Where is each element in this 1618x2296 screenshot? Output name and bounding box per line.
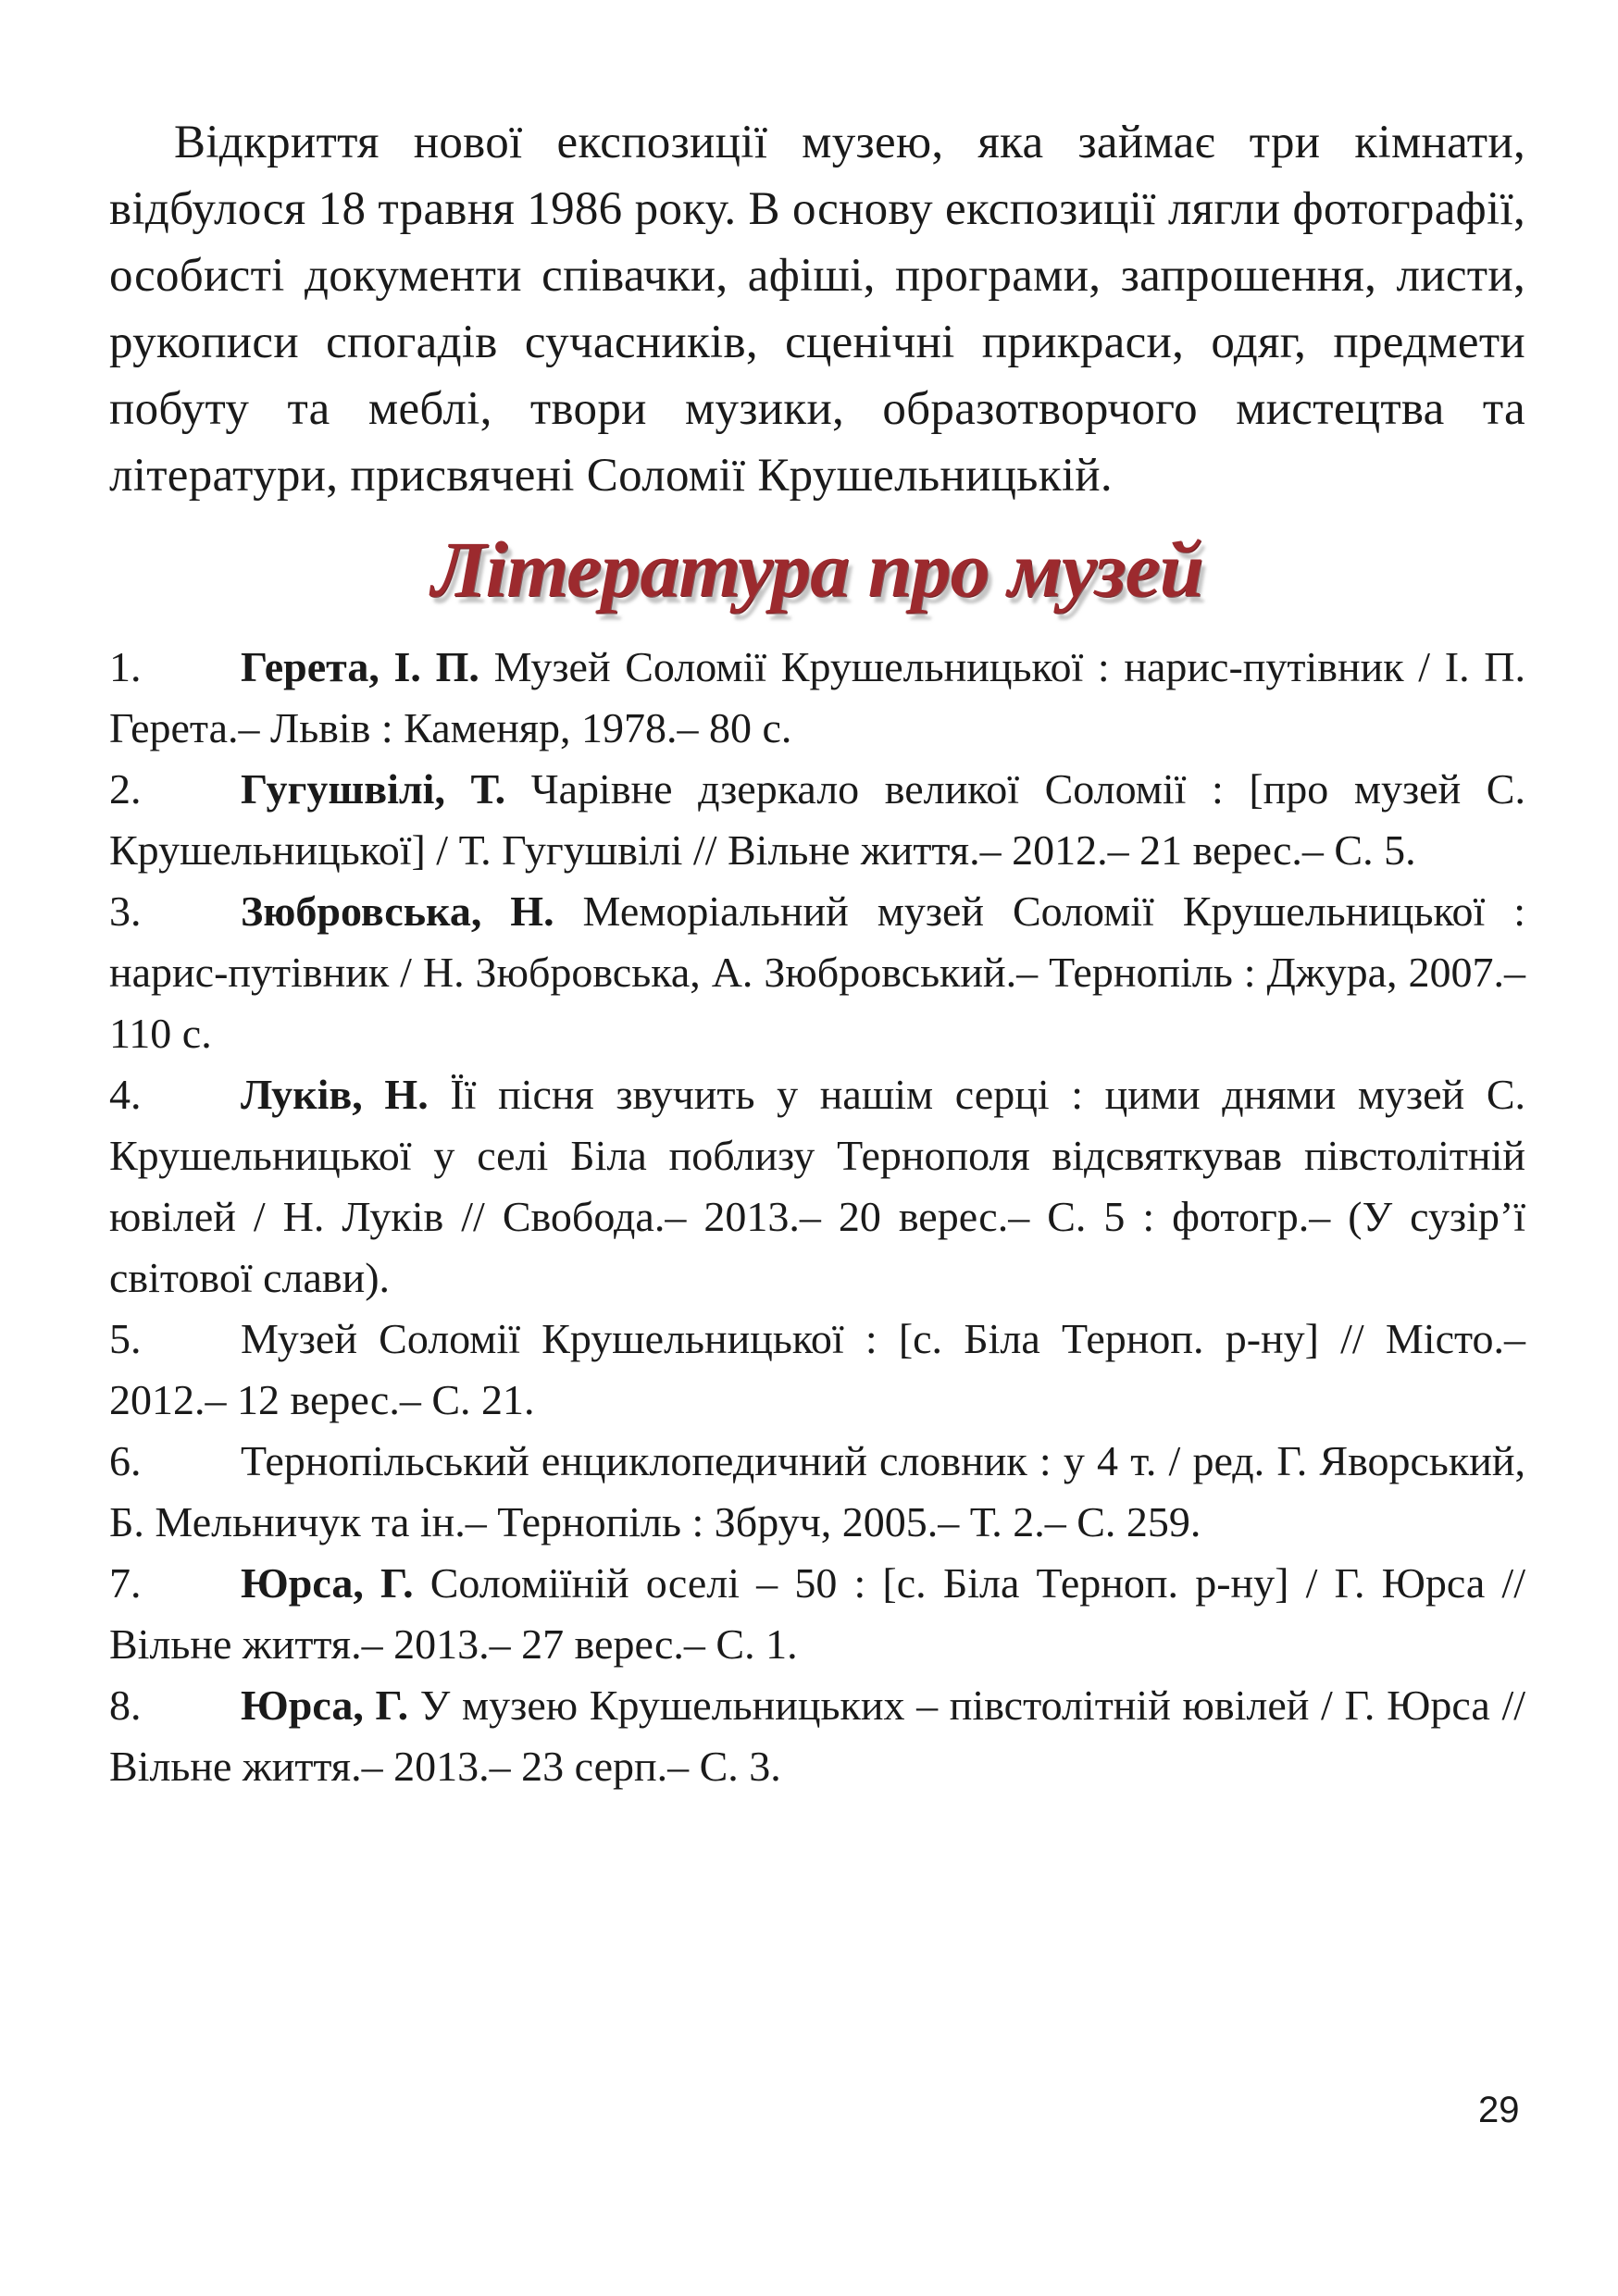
reference-number: 6.	[109, 1437, 142, 1484]
reference-item	[109, 1553, 1525, 1675]
reference-number: 3.	[109, 887, 142, 935]
reference-author: Герета, І. П.	[241, 643, 479, 690]
reference-text: Музей Соломії Крушельницької : [с. Біла Терноп. р-ну] // Місто.– 2012.– 12 верес.– С. 21.	[109, 1315, 1525, 1423]
reference-item	[109, 881, 1525, 1064]
reference-item	[109, 1064, 1525, 1309]
reference-text: Соломіїній оселі – 50 : [с. Біла Терноп. р-ну] / Г. Юрса // Вільне життя.– 2013.– 27 верес.– С. 1.	[109, 1559, 1525, 1668]
reference-author: Луків, Н.	[241, 1071, 429, 1118]
reference-author: Юрса, Г.	[241, 1682, 409, 1729]
section-heading: Література про музей	[431, 525, 1203, 614]
reference-item	[109, 637, 1525, 759]
intro-paragraph: Відкриття нової експозиції музею, яка займає три кімнати, відбулося 18 травня 1986 року. В основу експозиції лягли фотографії, особисті документи співачки, афіші, програми, запрошення, листи, рукописи спогадів сучасників, сценічні прикраси, одяг, предмети побуту та меблі, твори музики, образотворчого мистецтва та літератури, присвячені Соломії Крушельницькій.	[109, 117, 1525, 502]
reference-number: 1.	[109, 643, 142, 690]
reference-text: Тернопільський енциклопедичний словник : у 4 т. / ред. Г. Яворський, Б. Мельничук та ін.– Тернопіль : Збруч, 2005.– Т. 2.– С. 259.	[109, 1437, 1525, 1545]
reference-number: 8.	[109, 1682, 142, 1729]
reference-number: 2.	[109, 765, 142, 813]
reference-author: Гугушвілі, Т.	[241, 765, 506, 813]
reference-text: У музею Крушельницьких – півстолітній ювілей / Г. Юрса // Вільне життя.– 2013.– 23 серп.– С. 3.	[109, 1682, 1525, 1790]
reference-author: Зюбровська, Н.	[241, 887, 554, 935]
reference-author: Юрса, Г.	[241, 1559, 414, 1607]
reference-list	[109, 637, 1525, 1797]
reference-item	[109, 1431, 1525, 1553]
document-page	[109, 109, 1525, 1797]
reference-text: Чарівне дзеркало великої Соломії : [про музей С. Крушельницької] / Т. Гугушвілі // Вільне життя.– 2012.– 21 верес.– С. 5.	[109, 765, 1525, 874]
reference-item	[109, 1309, 1525, 1431]
reference-number: 7.	[109, 1559, 142, 1607]
page-number: 29	[1478, 2090, 1520, 2130]
reference-number: 5.	[109, 1315, 142, 1362]
reference-number: 4.	[109, 1071, 142, 1118]
reference-text: Музей Соломії Крушельницької : нарис-путівник / І. П. Герета.– Львів : Каменяр, 1978.– 80 с.	[109, 643, 1525, 751]
section-heading-wrap	[109, 515, 1525, 624]
reference-text: Меморіальний музей Соломії Крушельницької : нарис-путівник / Н. Зюбровська, А. Зюбровський.– Тернопіль : Джура, 2007.– 110 с.	[109, 887, 1525, 1057]
reference-item	[109, 759, 1525, 881]
reference-text: Її пісня звучить у нашім серці : цими днями музей С. Крушельницької у селі Біла поблизу Тернополя відсвяткував півстолітній ювілей / Н. Луків // Свобода.– 2013.– 20 верес.– С. 5 : фотогр.– (У сузір’ї світової слави).	[109, 1071, 1525, 1301]
reference-item	[109, 1675, 1525, 1797]
